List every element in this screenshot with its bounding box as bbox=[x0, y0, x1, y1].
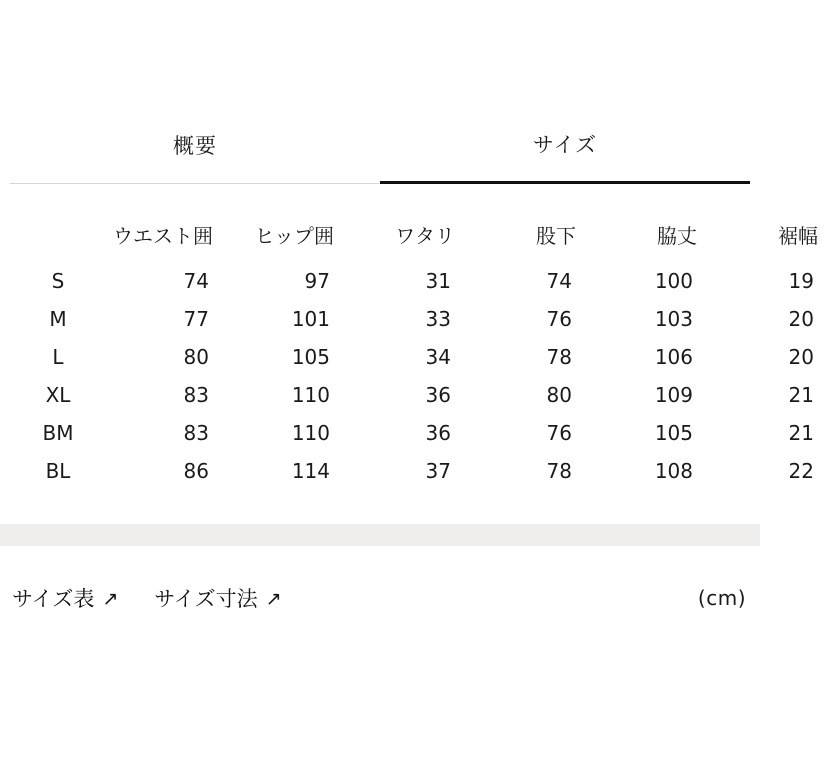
cell-s-waist: 74 bbox=[183, 269, 209, 293]
size-measure-link-label: サイズ寸法 bbox=[154, 587, 258, 611]
footer-links bbox=[0, 578, 760, 618]
row-label-s: S bbox=[51, 269, 65, 293]
table-header-row bbox=[10, 212, 832, 262]
table-row bbox=[10, 452, 832, 490]
table-row bbox=[10, 376, 832, 414]
size-chart-link-label: サイズ表 bbox=[12, 587, 95, 611]
cell-bm-hem: 21 bbox=[788, 421, 814, 445]
tab-size[interactable] bbox=[380, 112, 750, 184]
cell-bl-hem: 22 bbox=[788, 459, 814, 483]
column-header-hip: ヒップ囲 bbox=[254, 223, 334, 248]
cell-bl-thigh: 37 bbox=[425, 459, 451, 483]
cell-l-outseam: 106 bbox=[654, 345, 693, 369]
size-chart-link[interactable] bbox=[12, 583, 118, 613]
cell-bl-outseam: 108 bbox=[654, 459, 693, 483]
cell-l-inseam: 78 bbox=[546, 345, 572, 369]
cell-m-waist: 77 bbox=[183, 307, 209, 331]
cell-l-hem: 20 bbox=[788, 345, 814, 369]
cell-xl-hip: 110 bbox=[291, 383, 330, 407]
cell-m-outseam: 103 bbox=[654, 307, 693, 331]
cell-bm-outseam: 105 bbox=[654, 421, 693, 445]
size-table-header bbox=[10, 212, 832, 262]
row-label-l: L bbox=[52, 345, 64, 369]
cell-bm-waist: 83 bbox=[183, 421, 209, 445]
row-label-m: M bbox=[49, 307, 67, 331]
tab-overview-label: 概要 bbox=[173, 133, 217, 158]
cell-xl-hem: 21 bbox=[788, 383, 814, 407]
table-row bbox=[10, 338, 832, 376]
cell-bl-hip: 114 bbox=[291, 459, 330, 483]
cell-l-thigh: 34 bbox=[425, 345, 451, 369]
cell-s-inseam: 74 bbox=[546, 269, 572, 293]
cell-bl-inseam: 78 bbox=[546, 459, 572, 483]
row-label-bm: BM bbox=[42, 421, 74, 445]
cell-bm-inseam: 76 bbox=[546, 421, 572, 445]
cell-s-thigh: 31 bbox=[425, 269, 451, 293]
table-row bbox=[10, 300, 832, 338]
cell-s-hip: 97 bbox=[304, 269, 330, 293]
column-header-size bbox=[10, 212, 106, 262]
column-header-outseam: 脇丈 bbox=[657, 223, 697, 248]
cell-m-hem: 20 bbox=[788, 307, 814, 331]
tab-overview[interactable] bbox=[10, 112, 380, 184]
cell-xl-inseam: 80 bbox=[546, 383, 572, 407]
cell-bl-waist: 86 bbox=[183, 459, 209, 483]
row-label-bl: BL bbox=[45, 459, 71, 483]
column-header-inseam: 股下 bbox=[536, 223, 576, 248]
cell-m-hip: 101 bbox=[291, 307, 330, 331]
size-table bbox=[10, 212, 832, 490]
cell-xl-thigh: 36 bbox=[425, 383, 451, 407]
size-table-body bbox=[10, 262, 832, 490]
external-link-arrow-icon: ↗ bbox=[102, 588, 119, 610]
tab-size-label: サイズ bbox=[532, 132, 598, 157]
cell-xl-waist: 83 bbox=[183, 383, 209, 407]
cell-m-thigh: 33 bbox=[425, 307, 451, 331]
cell-s-hem: 19 bbox=[788, 269, 814, 293]
column-header-hem: 裾幅 bbox=[778, 223, 818, 248]
cell-bm-hip: 110 bbox=[291, 421, 330, 445]
external-link-arrow-icon: ↗ bbox=[265, 588, 282, 610]
section-band bbox=[0, 524, 760, 546]
table-row bbox=[10, 414, 832, 452]
tab-bar bbox=[10, 112, 750, 184]
table-row bbox=[10, 262, 832, 300]
cell-m-inseam: 76 bbox=[546, 307, 572, 331]
cell-bm-thigh: 36 bbox=[425, 421, 451, 445]
unit-label: (cm) bbox=[697, 586, 746, 610]
cell-s-outseam: 100 bbox=[654, 269, 693, 293]
cell-l-hip: 105 bbox=[291, 345, 330, 369]
column-header-waist: ウエスト囲 bbox=[113, 223, 213, 248]
row-label-xl: XL bbox=[45, 383, 71, 407]
size-measure-link[interactable] bbox=[154, 583, 281, 613]
cell-l-waist: 80 bbox=[183, 345, 209, 369]
cell-xl-outseam: 109 bbox=[654, 383, 693, 407]
column-header-thigh: ワタリ bbox=[395, 223, 455, 248]
